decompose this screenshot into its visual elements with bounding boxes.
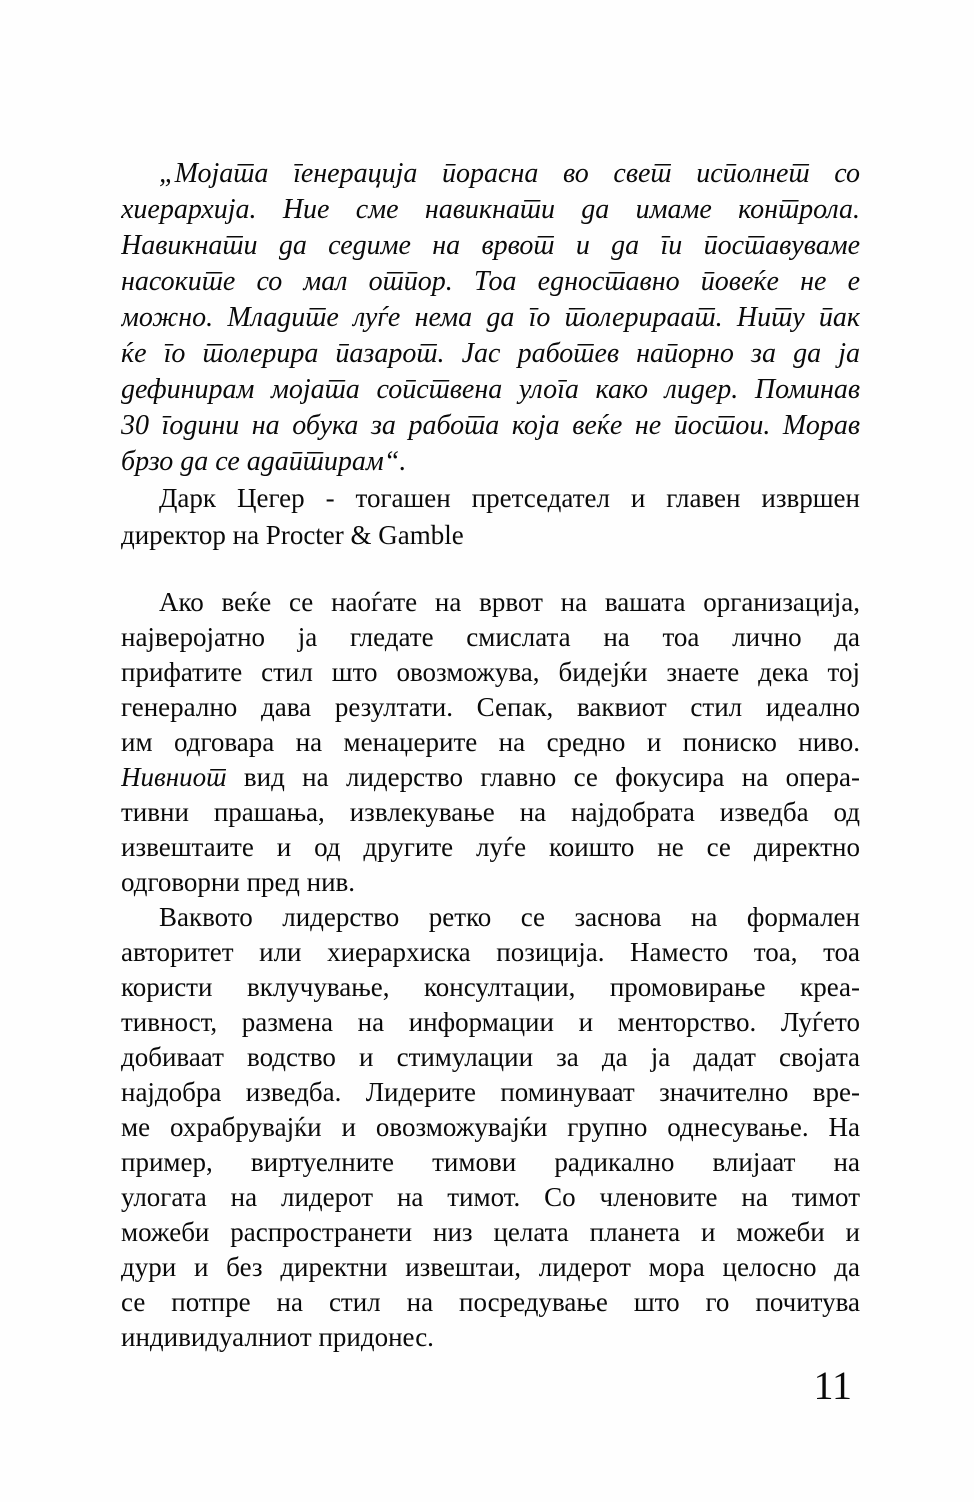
text-line <box>121 865 860 900</box>
text-line <box>121 156 860 192</box>
text-run: дефинирам мојата сопствена улога како лидер. Поминав <box>121 374 860 405</box>
text-run: им одговара на менаџерите на средно и пониско ниво. <box>121 727 860 757</box>
text-run: авторитет или хиерархиска позиција. Наместо тоа, тоа <box>121 937 860 967</box>
body-paragraph-2 <box>121 900 860 1355</box>
text-run: Дарк Цегер - тогашен претседател и главен извршен <box>159 483 860 513</box>
text-line <box>121 1110 860 1145</box>
text-run: улогата на лидерот на тимот. Со членовите на тимот <box>121 1182 860 1212</box>
text-line <box>121 1320 860 1355</box>
text-run: Навикнати да седиме на врвот и да ги поставуваме <box>121 230 860 261</box>
text-run: се потпре на стил на посредување што го почитува <box>121 1287 860 1317</box>
text-line <box>121 1285 860 1320</box>
text-line <box>121 1075 860 1110</box>
text-line <box>121 1005 860 1040</box>
text-run: 30 години на обука за работа која веќе не постои. Морав <box>121 410 860 441</box>
text-run: одговорни пред нив. <box>121 867 356 897</box>
text-line <box>121 1040 860 1075</box>
text-line <box>121 795 860 830</box>
text-run: тивност, размена на информации и менторство. Луѓето <box>121 1007 860 1037</box>
text-line <box>121 480 860 517</box>
text-line <box>121 444 860 480</box>
text-run: брзо да се адаптирам“. <box>121 446 407 477</box>
text-line <box>121 585 860 620</box>
text-line <box>121 1145 860 1180</box>
text-run: ќе го толерира пазарот. Јас работев напорно за да ја <box>121 338 860 369</box>
page-number: 11 <box>813 1363 852 1408</box>
text-line <box>121 1180 860 1215</box>
text-run: директор на Procter & Gamble <box>121 520 464 550</box>
text-run: добиваат водство и стимулации за да ја дадат својата <box>121 1042 860 1072</box>
text-line <box>121 264 860 300</box>
text-line <box>121 620 860 655</box>
text-block <box>121 156 860 1355</box>
text-line <box>121 1215 860 1250</box>
text-line <box>121 655 860 690</box>
text-line <box>121 192 860 228</box>
text-line <box>121 690 860 725</box>
emphasis-text: Нивниот <box>121 762 227 792</box>
leader-quote <box>121 156 860 480</box>
text-run: генерално дава резултати. Сепак, ваквиот стил идеално <box>121 692 860 722</box>
text-line <box>121 336 860 372</box>
quote-attribution <box>121 480 860 554</box>
text-run: Ваквото лидерство ретко се заснова на формален <box>159 902 860 932</box>
text-run: користи вклучување, консултации, промовирање креа- <box>121 972 860 1002</box>
text-line <box>121 408 860 444</box>
text-run: најверојатно ја гледате смислата на тоа лично да <box>121 622 860 652</box>
text-line <box>121 725 860 760</box>
body-paragraph-1 <box>121 585 860 900</box>
text-run: „Мојата генерација порасна во свет исполнет со <box>159 158 860 189</box>
text-run: вид на лидерство главно се фокусира на опера- <box>226 762 860 792</box>
text-run: тивни прашања, извлекување на најдобрата изведба од <box>121 797 860 827</box>
text-line <box>121 228 860 264</box>
text-line <box>121 900 860 935</box>
text-line <box>121 970 860 1005</box>
text-run: најдобра изведба. Лидерите поминуваат значително вре- <box>121 1077 860 1107</box>
text-line <box>121 372 860 408</box>
text-run: прифатите стил што овозможува, бидејќи знаете дека тој <box>121 657 860 687</box>
text-line <box>121 760 860 795</box>
text-line <box>121 830 860 865</box>
text-run: хиерархија. Ние сме навикнати да имаме контрола. <box>121 194 860 225</box>
text-run: Ако веќе се наоѓате на врвот на вашата организација, <box>159 587 860 617</box>
text-line <box>121 517 860 554</box>
text-line <box>121 935 860 970</box>
text-line <box>121 300 860 336</box>
text-run: ме охрабрувајќи и овозможувајќи групно однесување. На <box>121 1112 860 1142</box>
text-run: можно. Младите луѓе нема да го толерираат. Ниту пак <box>121 302 860 333</box>
text-run: насоките со мал отпор. Тоа едноставно повеќе не е <box>121 266 860 297</box>
text-run: пример, виртуелните тимови радикално влијаат на <box>121 1147 860 1177</box>
text-run: извештаите и од другите луѓе коишто не се директно <box>121 832 860 862</box>
text-line <box>121 1250 860 1285</box>
text-run: можеби распространети низ целата планета и можеби и <box>121 1217 860 1247</box>
text-run: дури и без директни извештаи, лидерот мора целосно да <box>121 1252 860 1282</box>
text-run: индивидуалниот придонес. <box>121 1322 434 1352</box>
